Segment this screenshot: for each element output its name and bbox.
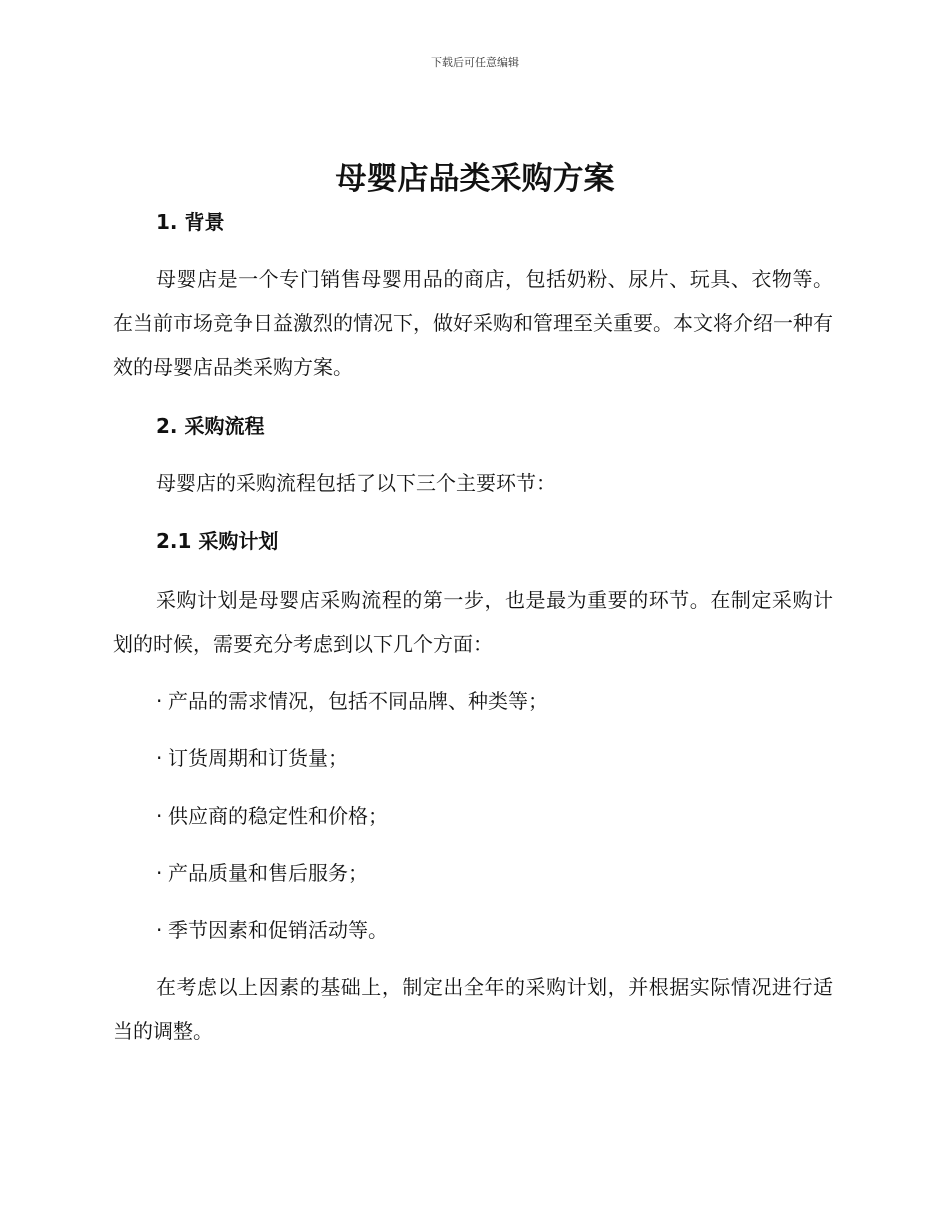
bullet-item-season [156,915,388,945]
bullet-text: 季节因素和促销活动等。 [168,918,388,942]
bullet-dot: · [156,689,163,713]
bullet-dot: · [156,804,163,828]
bullet-dot: · [156,918,163,942]
bullet-text: 产品的需求情况，包括不同品牌、种类等； [168,689,548,713]
section-heading-background: 1. 背景 [156,210,225,234]
bullet-item-demand [156,686,548,716]
bullet-dot: · [156,746,163,770]
bullet-text: 产品质量和售后服务； [168,861,368,885]
background-paragraph: 母婴店是一个专门销售母婴用品的商店，包括奶粉、尿片、玩具、衣物等。在当前市场竞争日益激烈的情况下，做好采购和管理至关重要。本文将介绍一种有效的母婴店品类采购方案。 [113,267,833,379]
subsection-heading-plan: 2.1 采购计划 [156,529,279,553]
bullet-text: 订货周期和订货量； [168,746,348,770]
plan-conclusion-paragraph: 在考虑以上因素的基础上，制定出全年的采购计划，并根据实际情况进行适当的调整。 [113,975,833,1043]
bullet-text: 供应商的稳定性和价格； [168,804,388,828]
section-heading-process: 2. 采购流程 [156,414,265,438]
bullet-item-order-cycle [156,743,348,773]
bullet-item-quality [156,858,368,888]
header-note: 下载后可任意编辑 [431,56,519,69]
bullet-item-supplier [156,801,388,831]
document-title: 母婴店品类采购方案 [335,161,615,197]
process-intro-paragraph: 母婴店的采购流程包括了以下三个主要环节： [156,471,556,495]
plan-paragraph: 采购计划是母婴店采购流程的第一步，也是最为重要的环节。在制定采购计划的时候，需要充分考虑到以下几个方面： [113,588,833,656]
bullet-dot: · [156,861,163,885]
